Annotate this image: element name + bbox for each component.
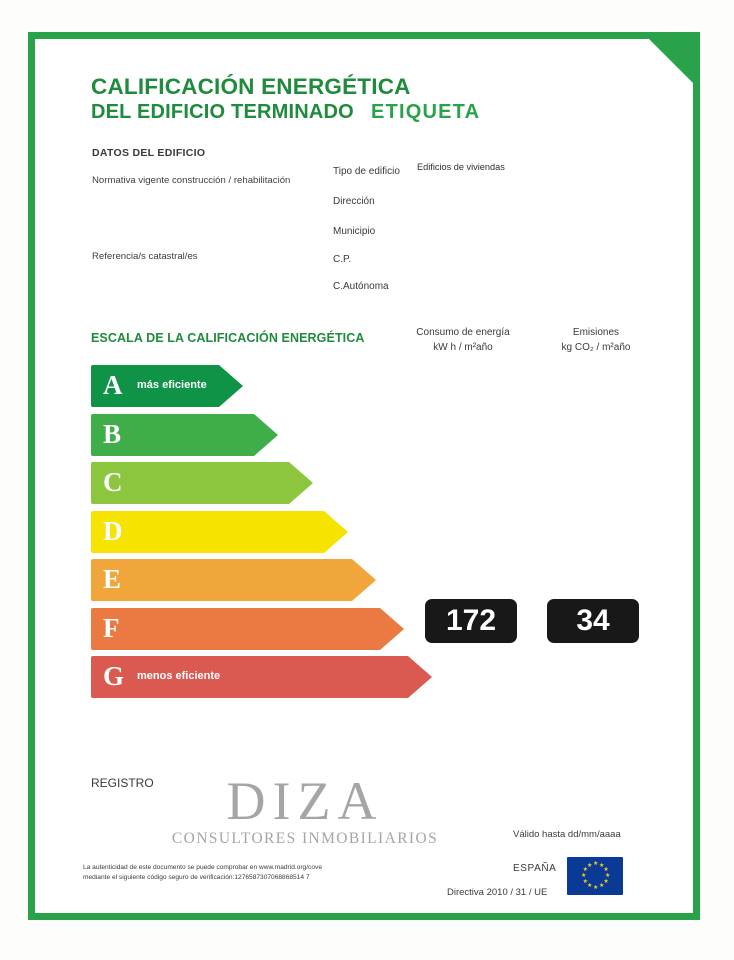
energy-band-b [91,414,421,456]
column-header-emisiones [535,326,657,355]
energy-band-letter: E [103,564,122,594]
energy-band-arrow [219,365,243,407]
eu-star-icon: ★ [599,862,605,869]
eu-star-icon: ★ [599,883,605,890]
scale-heading: ESCALA DE LA CALIFICACIÓN ENERGÉTICA [91,331,365,345]
energy-band-a [91,365,421,407]
verification-line-2: mediante el siguiente código seguro de verificación:1276587307068868514 7 [83,873,310,881]
energy-band-arrow [254,414,278,456]
field-referencia-catastral-label: Referencia/s catastral/es [92,251,198,262]
eu-star-icon: ★ [603,867,609,873]
energy-band-f [91,608,421,650]
energy-band-g [91,656,421,698]
column-header-consumo-title: Consumo de energía [416,327,510,338]
emisiones-value-badge: 34 [547,599,639,643]
energy-scale [91,365,421,705]
energy-band-d [91,511,421,553]
eu-flag-stars [567,857,623,895]
eu-star-icon: ★ [593,885,599,891]
energy-band-body [91,559,352,601]
energy-band-c [91,462,421,504]
eu-star-icon: ★ [593,861,599,867]
energy-band-letter: C [103,467,123,497]
eu-star-icon: ★ [603,879,609,885]
building-data-heading: DATOS DEL EDIFICIO [92,147,206,159]
valid-until-text: Válido hasta dd/mm/aaaa [513,829,621,840]
energy-band-e [91,559,421,601]
eu-star-icon: ★ [587,883,593,890]
energy-band-arrow [289,462,313,504]
energy-band-arrow [408,656,432,698]
eu-star-icon: ★ [587,862,593,869]
field-tipo-edificio-label: Tipo de edificio [333,166,400,177]
certificate-content [35,39,693,913]
field-municipio-label: Municipio [333,226,376,237]
energy-band-body [91,608,380,650]
field-normativa-label: Normativa vigente construcción / rehabilitación [92,175,291,186]
energy-band-arrow [352,559,376,601]
field-cp-label: C.P. [333,254,352,265]
page-title [91,75,411,124]
country-label: ESPAÑA [513,863,557,874]
directive-label: Directiva 2010 / 31 / UE [447,887,548,898]
field-comunidad-autonoma-label: C.Autónoma [333,281,389,292]
energy-band-arrow [380,608,404,650]
eu-star-icon: ★ [582,867,588,873]
energy-band-note: menos eficiente [137,670,221,682]
energy-band-note: más eficiente [137,379,207,391]
verification-line-1: La autenticidad de este documento se puede comprobar en www.madrid.org/cove [83,864,322,871]
energy-band-letter: D [103,515,123,546]
energy-band-body [91,511,324,553]
watermark-company-tagline: CONSULTORES INMOBILIARIOS [171,830,439,847]
column-header-consumo-units: kW h / m²año [433,341,493,353]
column-header-emisiones-title: Emisiones [572,327,620,338]
etiqueta-label: ETIQUETA [371,101,481,123]
consumo-value-badge: 172 [425,599,517,643]
column-header-emisiones-units: kg CO₂ / m²año [561,341,631,353]
column-header-consumo [397,326,529,355]
title-line-2: DEL EDIFICIO TERMINADO [91,100,354,123]
eu-star-icon: ★ [605,873,611,879]
eu-star-icon: ★ [581,873,587,879]
energy-band-arrow [324,511,348,553]
verification-note [83,863,413,883]
eu-flag-icon [567,857,623,895]
energy-band-letter: B [103,418,122,449]
energy-band-letter: A [103,370,123,400]
field-tipo-edificio-value: Edificios de viviendas [417,162,505,172]
energy-band-letter: F [103,612,120,643]
eu-star-icon: ★ [582,879,588,885]
certificate-frame [28,32,700,920]
watermark-company-name: DIZA [226,771,384,831]
energy-band-letter: G [103,661,125,691]
title-line-1: CALIFICACIÓN ENERGÉTICA [91,74,411,99]
registro-label: REGISTRO [91,776,154,790]
company-watermark [145,771,465,848]
field-direccion-label: Dirección [333,196,375,207]
